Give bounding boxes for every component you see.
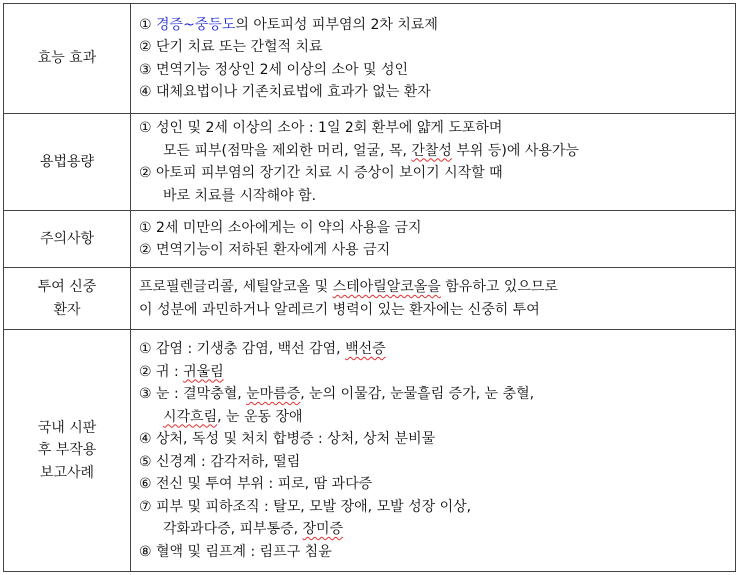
row-caution-patients xyxy=(4,268,736,330)
list-item: ④ 대체요법이나 기존치료법에 효과가 없는 환자 xyxy=(139,84,431,100)
highlight-text: 경증~중등도 xyxy=(156,16,236,33)
list-item: ② 면역기능이 저하된 환자에게 사용 금지 xyxy=(139,242,391,258)
list-item: ⑧ 혈액 및 림프계 : 림프구 침윤 xyxy=(139,543,332,560)
drug-info-table xyxy=(3,3,736,572)
spellcheck-flag: 스테아릴알코올을 xyxy=(332,279,441,295)
list-item: ② 아토피 피부염의 장기간 치료 시 증상이 보이기 시작할 때 xyxy=(139,165,503,181)
list-item: ② 단기 치료 또는 간헐적 치료 xyxy=(139,39,323,55)
list-item: ⑥ 전신 및 투여 부위 : 피로, 땀 과다증 xyxy=(139,476,373,492)
row-label-caution-patients: 투여 신중 환자 xyxy=(4,268,131,330)
paragraph-line: 프로필렌글리콜, 세틸알코올 및 스테아릴알코올을 함유하고 있으므로 xyxy=(139,279,558,295)
efficacy-content xyxy=(131,4,736,114)
row-adverse-reports xyxy=(4,330,736,572)
caution-patients-content xyxy=(131,268,736,330)
paragraph-line: 이 성분에 과민하거나 알레르기 병력이 있는 환자에는 신중히 투여 xyxy=(139,301,540,318)
list-item: ① 감염 : 기생충 감염, 백선 감염, 백선증 xyxy=(139,341,386,357)
list-item-continuation: 각화과다증, 피부통증, 장미증 xyxy=(163,521,344,537)
dosage-content xyxy=(131,114,736,211)
spellcheck-flag: 간찰성 xyxy=(411,142,452,159)
spellcheck-flag: 시각흐림 xyxy=(163,408,218,425)
list-item-continuation: 바로 치료를 시작해야 함. xyxy=(163,187,317,204)
spellcheck-flag: 백선증 xyxy=(345,341,386,357)
list-item: ① 성인 및 2세 이상의 소아 : 1일 2회 환부에 얇게 도포하며 xyxy=(139,120,503,136)
list-item: ② 귀 : 귀울림 xyxy=(139,363,224,380)
adverse-reports-content xyxy=(131,330,736,572)
list-item: ③ 눈 : 결막충혈, 눈마름증, 눈의 이물감, 눈물흘림 증가, 눈 충혈, xyxy=(139,386,535,402)
row-efficacy xyxy=(4,4,736,114)
list-item: ⑤ 신경계 : 감각저하, 떨림 xyxy=(139,453,301,470)
row-precautions xyxy=(4,211,736,268)
row-label-precautions: 주의사항 xyxy=(4,211,131,268)
row-label-efficacy: 효능 효과 xyxy=(4,4,131,114)
list-item: ④ 상처, 독성 및 처치 합병증 : 상처, 상처 분비물 xyxy=(139,431,436,447)
spellcheck-flag: 귀울림 xyxy=(183,363,224,380)
row-label-dosage: 용법용량 xyxy=(4,114,131,211)
spellcheck-flag: 장미증 xyxy=(302,521,344,537)
precautions-content xyxy=(131,211,736,268)
row-dosage xyxy=(4,114,736,211)
list-item-continuation: 모든 피부(점막을 제외한 머리, 얼굴, 목, 간찰성 부위 등)에 사용가능 xyxy=(163,142,579,159)
list-item: ⑦ 피부 및 피하조직 : 탈모, 모발 장애, 모발 성장 이상, xyxy=(139,498,472,515)
row-label-adverse-reports: 국내 시판 후 부작용 보고사례 xyxy=(4,330,131,572)
list-item: ① 2세 미만의 소아에게는 이 약의 사용을 금지 xyxy=(139,219,422,236)
spellcheck-flag: 눈마름증 xyxy=(246,386,301,402)
list-item-continuation: 시각흐림, 눈 운동 장애 xyxy=(163,408,303,425)
list-item: ③ 면역기능 정상인 2세 이상의 소아 및 성인 xyxy=(139,61,408,78)
list-item: ① 경증~중등도의 아토피성 피부염의 2차 치료제 xyxy=(139,16,438,33)
